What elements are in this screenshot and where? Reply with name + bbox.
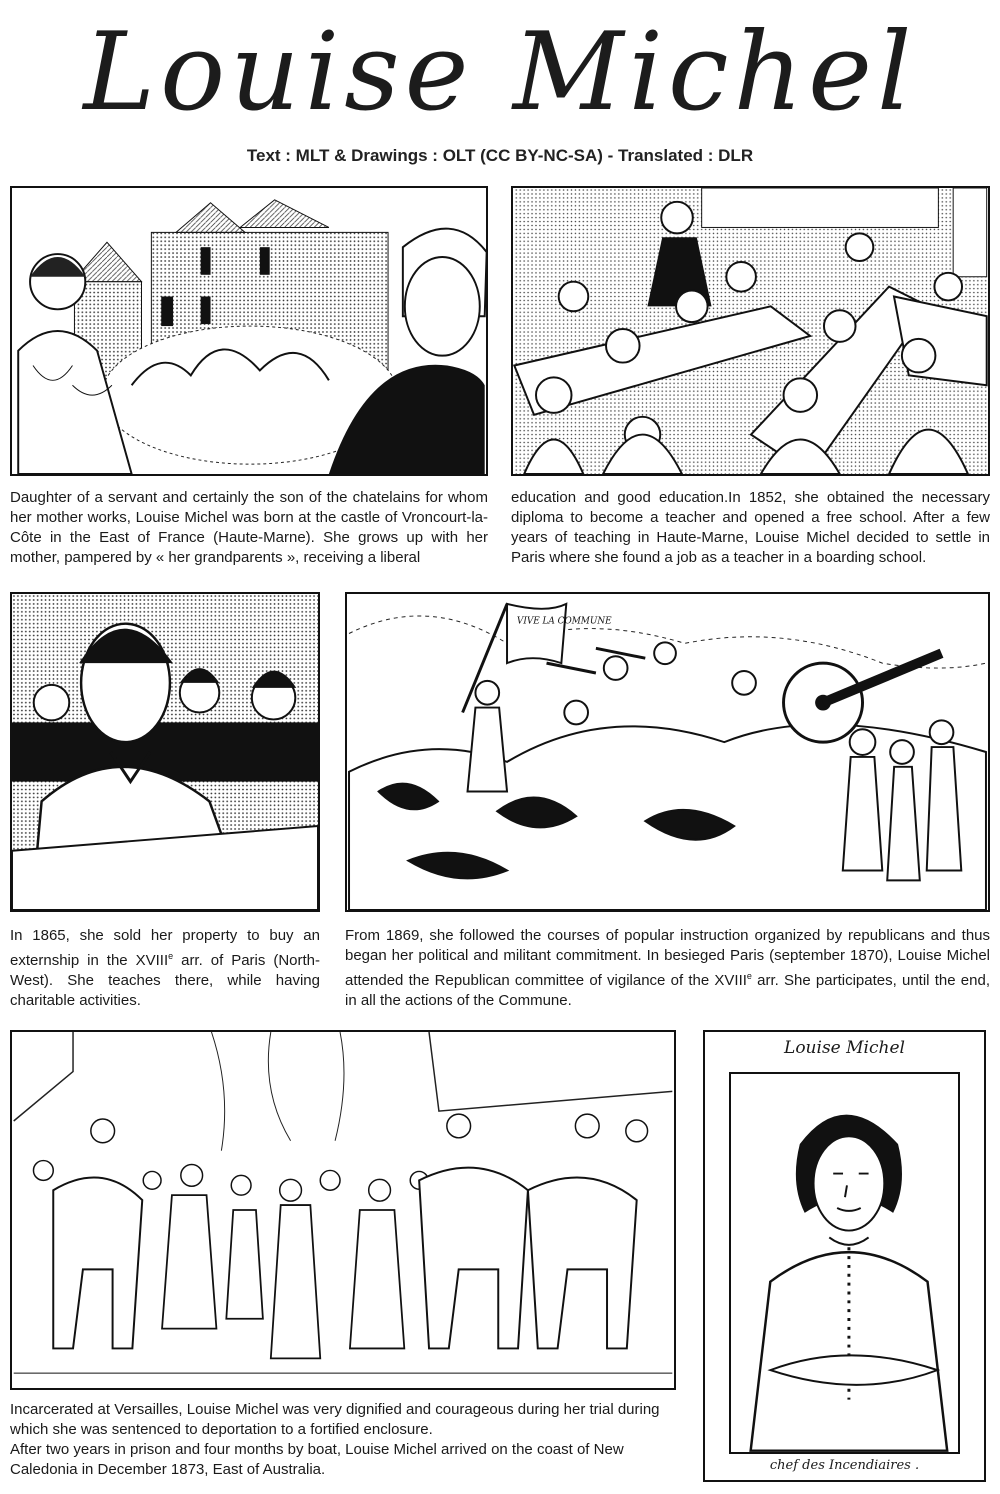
portrait-frame [703,1030,986,1482]
teacher-illustration [12,594,318,910]
caption-commune: From 1869, she followed the courses of popular instruction organized by republicans and thus began her political and militant commitment. In besieged Paris (september 1870), Louise Michel attended the Republican committee of vigilance of the XVIIIe arr. She participates, until the end, in all the actions of the Commune. [345,927,990,1009]
procession-illustration [12,1032,674,1388]
classroom-illustration [513,188,988,474]
panel-teacher [10,592,320,912]
caption-externship: In 1865, she sold her property to buy an externship in the XVIIIe arr. of Paris (North-West). She teaches there, while having charitable activities. [10,927,320,1009]
portrait-image [729,1072,960,1454]
barricade-illustration [347,594,988,910]
caption-birth: Daughter of a servant and certainly the son of the chatelains for whom her mother works, Louise Michel was born at the castle of Vroncourt-la-Côte in the East of France (Haute-Marne). She grows up with her mother, pampered by « her grandparents », receiving a liberal [10,489,488,566]
caption-deportation: Incarcerated at Versailles, Louise Michel was very dignified and courageous during her trial during which she was sentenced to deportation to a fortified enclosure. After two years in prison and four months by boat, Louise Michel arrived on the coast of New Caledonia in December 1873, East of Australia. [10,1401,660,1478]
portrait-title: Louise Michel [784,1038,905,1058]
louise-michel-portrait [731,1074,958,1452]
page-title: Louise Michel [83,10,917,135]
panel-classroom [511,186,990,476]
flag-text: VIVE LA COMMUNE [516,616,612,627]
portrait-caption: chef des Incendiaires . [769,1458,920,1473]
panel-castle [10,186,488,476]
credits-line: Text : MLT & Drawings : OLT (CC BY-NC-SA) - Translated : DLR [246,146,754,165]
castle-illustration [12,188,486,474]
caption-education: education and good education.In 1852, she obtained the necessary diploma to become a teacher and opened a free school. After a few years of teaching in Haute-Marne, Louise Michel decided to settle in Paris where she found a job as a teacher in a boarding school. [511,489,990,566]
panel-procession [10,1030,676,1390]
panel-barricade [345,592,990,912]
